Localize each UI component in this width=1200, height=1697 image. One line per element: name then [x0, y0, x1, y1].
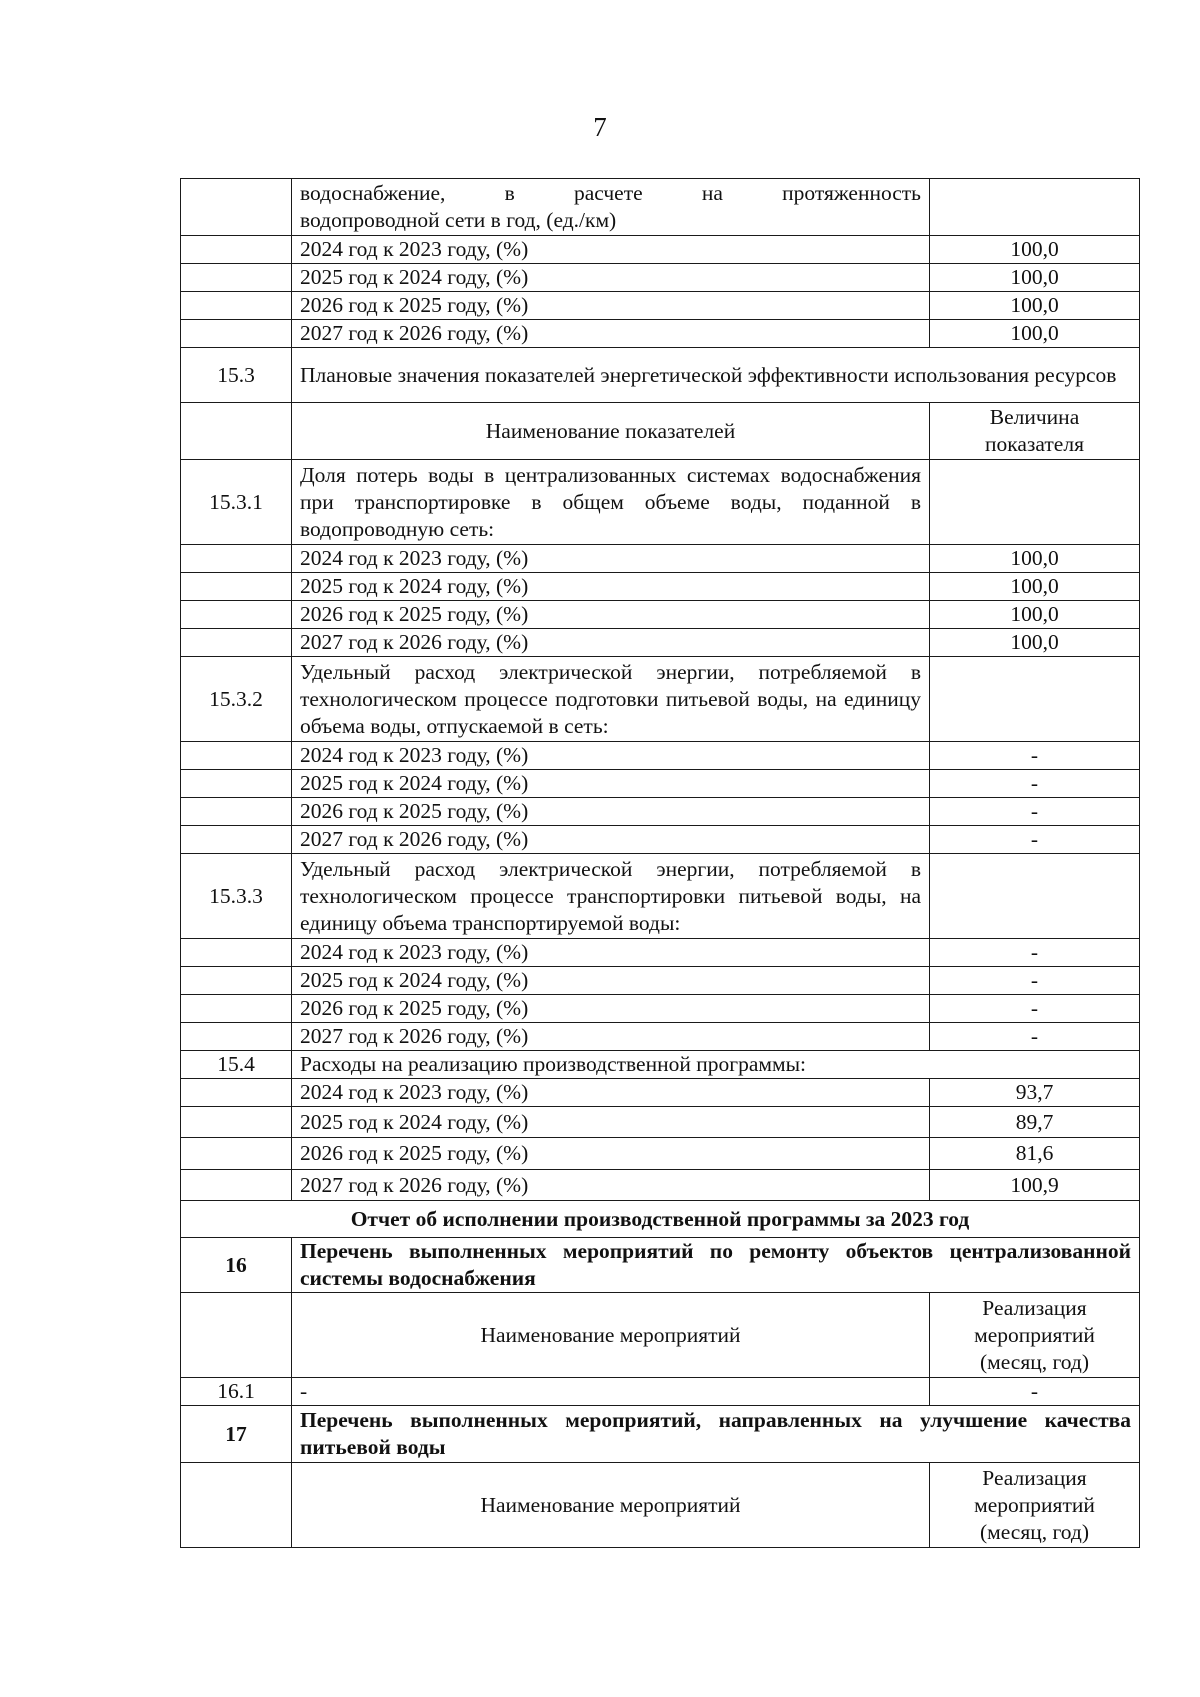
year-label: 2027 год к 2026 году, (%): [292, 1170, 930, 1201]
header-line: Величина: [989, 405, 1080, 429]
year-label: 2026 год к 2025 году, (%): [292, 292, 930, 320]
year-value: -: [930, 770, 1140, 798]
year-value: -: [930, 742, 1140, 770]
year-value: 93,7: [930, 1079, 1140, 1107]
year-value: -: [930, 1023, 1140, 1051]
indicators-table: [180, 178, 1140, 1548]
year-value: -: [930, 826, 1140, 854]
year-label: 2025 год к 2024 году, (%): [292, 967, 930, 995]
header-line: Реализация: [982, 1465, 1087, 1490]
section-number: 17: [181, 1406, 292, 1463]
column-header-name: Наименование мероприятий: [292, 1463, 930, 1548]
table-row: [181, 1023, 1140, 1051]
section-number: 16.1: [181, 1378, 292, 1406]
header-row: [181, 1293, 1140, 1378]
section-row: [181, 348, 1140, 403]
section-title: Плановые значения показателей энергетической эффективности использования ресурсов: [292, 348, 1140, 403]
header-row: [181, 1463, 1140, 1548]
header-row: [181, 403, 1140, 460]
row-text: -: [292, 1378, 930, 1406]
page-number: 7: [593, 112, 607, 142]
table-row: [181, 629, 1140, 657]
table-row: [181, 939, 1140, 967]
year-label: 2025 год к 2024 году, (%): [292, 573, 930, 601]
year-value: 100,0: [930, 264, 1140, 292]
section-number: 15.3.2: [181, 657, 292, 742]
year-label: 2025 год к 2024 году, (%): [292, 264, 930, 292]
section-title: Перечень выполненных мероприятий по ремонту объектов централизованной системы водоснабжения: [292, 1238, 1140, 1293]
table-row: [181, 601, 1140, 629]
section-text: Расходы на реализацию производственной программы:: [292, 1051, 1140, 1079]
section-text: Удельный расход электрической энергии, потребляемой в технологическом процессе подготовки питьевой воды, на единицу объема воды, отпускаемой в сеть:: [292, 657, 930, 742]
table-row: [181, 1138, 1140, 1170]
year-value: -: [930, 939, 1140, 967]
year-label: 2024 год к 2023 году, (%): [292, 742, 930, 770]
table-row: [181, 995, 1140, 1023]
year-label: 2027 год к 2026 году, (%): [292, 1023, 930, 1051]
year-label: 2024 год к 2023 году, (%): [292, 236, 930, 264]
section-row: [181, 1051, 1140, 1079]
column-header-value: [930, 1293, 1140, 1378]
row-value: -: [930, 1378, 1140, 1406]
section-number: 15.3: [181, 348, 292, 403]
year-value: 100,0: [930, 545, 1140, 573]
section-number: 16: [181, 1238, 292, 1293]
year-label: 2026 год к 2025 году, (%): [292, 601, 930, 629]
table-row: [181, 742, 1140, 770]
section-number: 15.4: [181, 1051, 292, 1079]
year-label: 2026 год к 2025 году, (%): [292, 1138, 930, 1170]
year-label: 2026 год к 2025 году, (%): [292, 798, 930, 826]
year-value: -: [930, 995, 1140, 1023]
section-number: 15.3.3: [181, 854, 292, 939]
section-title: Перечень выполненных мероприятий, направленных на улучшение качества питьевой воды: [292, 1406, 1140, 1463]
year-label: 2026 год к 2025 году, (%): [292, 995, 930, 1023]
header-line: Реализация: [982, 1295, 1087, 1320]
header-line: мероприятий: [974, 1492, 1095, 1517]
year-value: 81,6: [930, 1138, 1140, 1170]
report-title: Отчет об исполнении производственной программы за 2023 год: [181, 1201, 1140, 1238]
text-line: водоснабжение, в расчете на протяженность: [300, 181, 921, 205]
report-title-row: [181, 1201, 1140, 1238]
table-row: [181, 292, 1140, 320]
table-row: [181, 798, 1140, 826]
table-row: [181, 967, 1140, 995]
section-row: [181, 1406, 1140, 1463]
year-value: 100,0: [930, 629, 1140, 657]
section-row: [181, 854, 1140, 939]
year-label: 2024 год к 2023 году, (%): [292, 1079, 930, 1107]
year-label: 2024 год к 2023 году, (%): [292, 939, 930, 967]
table-row: [181, 1107, 1140, 1138]
header-line: показателя: [985, 432, 1084, 456]
column-header-name: Наименование показателей: [292, 403, 930, 460]
column-header-name: Наименование мероприятий: [292, 1293, 930, 1378]
table-row: [181, 236, 1140, 264]
year-value: -: [930, 967, 1140, 995]
section-text: Удельный расход электрической энергии, потребляемой в технологическом процессе транспортировки питьевой воды, на единицу объема транспортируемой воды:: [292, 854, 930, 939]
row-value: [930, 179, 1140, 236]
year-value: 100,0: [930, 292, 1140, 320]
table-row: [181, 770, 1140, 798]
section-number: 15.3.1: [181, 460, 292, 545]
header-line: (месяц, год): [979, 1519, 1090, 1544]
year-label: 2025 год к 2024 году, (%): [292, 1107, 930, 1138]
table-row: [181, 320, 1140, 348]
table-row: [181, 1170, 1140, 1201]
year-label: 2027 год к 2026 году, (%): [292, 320, 930, 348]
year-label: 2025 год к 2024 году, (%): [292, 770, 930, 798]
text-line: водопроводной сети в год, (ед./км): [300, 208, 617, 232]
year-value: -: [930, 798, 1140, 826]
row-text: [292, 179, 930, 236]
year-value: 100,0: [930, 236, 1140, 264]
section-row: [181, 1238, 1140, 1293]
year-value: 100,0: [930, 320, 1140, 348]
column-header-value: [930, 1463, 1140, 1548]
year-value: 100,0: [930, 573, 1140, 601]
section-text: Доля потерь воды в централизованных системах водоснабжения при транспортировке в общем объеме воды, поданной в водопроводную сеть:: [292, 460, 930, 545]
year-value: 100,0: [930, 601, 1140, 629]
year-label: 2027 год к 2026 году, (%): [292, 826, 930, 854]
year-value: 100,9: [930, 1170, 1140, 1201]
table-row: [181, 264, 1140, 292]
table-row: [181, 179, 1140, 236]
header-line: мероприятий: [974, 1322, 1095, 1347]
year-label: 2027 год к 2026 году, (%): [292, 629, 930, 657]
table-row: [181, 826, 1140, 854]
section-row: [181, 657, 1140, 742]
year-label: 2024 год к 2023 году, (%): [292, 545, 930, 573]
year-value: 89,7: [930, 1107, 1140, 1138]
column-header-value: [930, 403, 1140, 460]
row-number: [181, 179, 292, 236]
table-row: [181, 573, 1140, 601]
header-line: (месяц, год): [979, 1349, 1090, 1374]
section-row: [181, 460, 1140, 545]
table-row: [181, 1079, 1140, 1107]
table-row: [181, 545, 1140, 573]
table-row: [181, 1378, 1140, 1406]
